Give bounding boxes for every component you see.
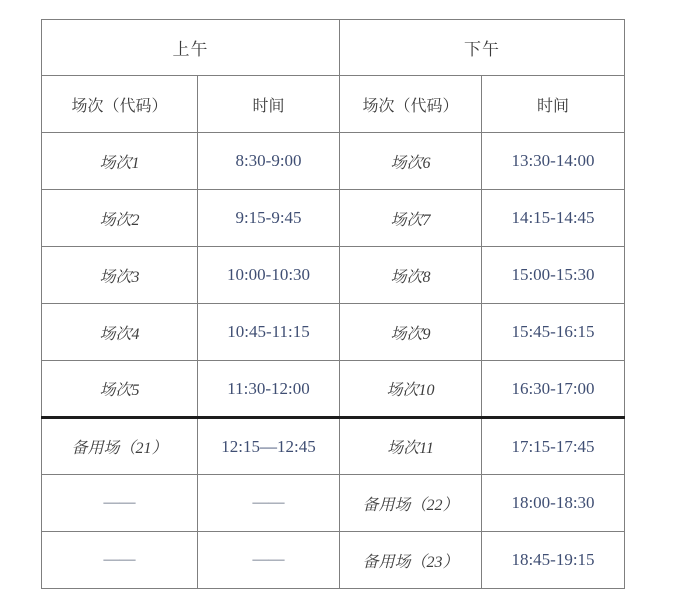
am-session-cell: 场次3 [42, 247, 198, 304]
pm-session-cell: 场次8 [340, 247, 482, 304]
am-time-cell: 9:15-9:45 [198, 190, 340, 247]
pm-session-cell: 场次6 [340, 133, 482, 190]
am-session-cell: 场次2 [42, 190, 198, 247]
pm-time-cell: 15:45-16:15 [482, 304, 625, 361]
pm-session-cell: 场次9 [340, 304, 482, 361]
table-row [42, 304, 625, 361]
am-time-cell: —— [198, 532, 340, 589]
table-row [42, 361, 625, 418]
pm-time-cell: 18:00-18:30 [482, 475, 625, 532]
am-session-cell: —— [42, 532, 198, 589]
column-header-am-session: 场次（代码） [42, 76, 198, 133]
pm-time-cell: 15:00-15:30 [482, 247, 625, 304]
table-row [42, 190, 625, 247]
pm-time-cell: 18:45-19:15 [482, 532, 625, 589]
table-row [42, 532, 625, 589]
am-time-cell: 11:30-12:00 [198, 361, 340, 418]
am-time-cell: 10:45-11:15 [198, 304, 340, 361]
table-row [42, 475, 625, 532]
pm-session-cell: 场次11 [340, 418, 482, 475]
pm-time-cell: 16:30-17:00 [482, 361, 625, 418]
exam-schedule-container [41, 19, 625, 589]
section-header-afternoon: 下午 [340, 20, 625, 76]
table-row-backup-divider [42, 418, 625, 475]
section-header-morning: 上午 [42, 20, 340, 76]
am-session-cell: 场次5 [42, 361, 198, 418]
column-header-am-time: 时间 [198, 76, 340, 133]
column-header-row [42, 76, 625, 133]
am-time-cell: 10:00-10:30 [198, 247, 340, 304]
am-session-cell: 场次4 [42, 304, 198, 361]
pm-time-cell: 13:30-14:00 [482, 133, 625, 190]
am-time-cell: 8:30-9:00 [198, 133, 340, 190]
table-row [42, 247, 625, 304]
pm-time-cell: 14:15-14:45 [482, 190, 625, 247]
table-row [42, 133, 625, 190]
am-time-cell: 12:15—12:45 [198, 418, 340, 475]
am-session-cell: 备用场（21） [42, 418, 198, 475]
exam-schedule-table [41, 19, 625, 589]
column-header-pm-time: 时间 [482, 76, 625, 133]
section-header-row [42, 20, 625, 76]
pm-session-cell: 场次10 [340, 361, 482, 418]
pm-time-cell: 17:15-17:45 [482, 418, 625, 475]
am-session-cell: —— [42, 475, 198, 532]
pm-session-cell: 场次7 [340, 190, 482, 247]
am-session-cell: 场次1 [42, 133, 198, 190]
pm-session-cell: 备用场（22） [340, 475, 482, 532]
pm-session-cell: 备用场（23） [340, 532, 482, 589]
column-header-pm-session: 场次（代码） [340, 76, 482, 133]
am-time-cell: —— [198, 475, 340, 532]
